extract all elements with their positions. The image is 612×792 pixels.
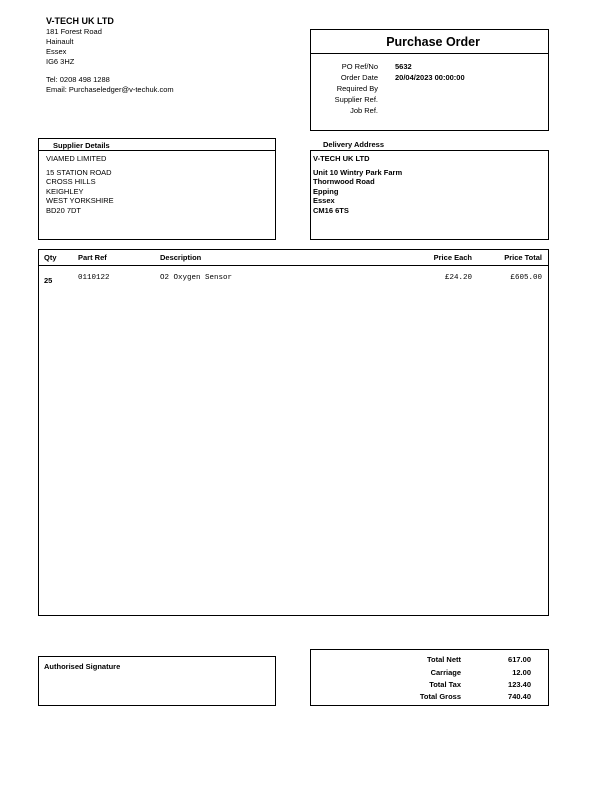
carriage-value: 12.00 (512, 668, 531, 677)
company-tel: Tel: 0208 498 1288 (46, 75, 110, 84)
delivery-box (310, 150, 549, 240)
required-by-value (395, 83, 465, 94)
total-nett-label: Total Nett (426, 655, 461, 664)
supplier-box (38, 150, 276, 240)
supplier-ref-value (395, 94, 465, 105)
carriage-label: Carriage (430, 668, 461, 677)
company-name: V-TECH UK LTD (46, 16, 114, 26)
po-label: PO Ref/No (341, 62, 378, 71)
po-label: Job Ref. (350, 106, 378, 115)
total-tax-value: 123.40 (508, 680, 531, 689)
signature-label: Authorised Signature (44, 662, 121, 671)
row-description: O2 Oxygen Sensor (160, 274, 233, 282)
po-values (395, 61, 465, 116)
po-title-bar (311, 30, 548, 54)
total-gross-label: Total Gross (419, 692, 461, 701)
table-header (39, 250, 548, 266)
supplier-name: VIAMED LIMITED (46, 154, 107, 163)
po-labels (308, 61, 378, 116)
description-header: Description (160, 253, 202, 262)
supplier-address-line: KEIGHLEY (46, 186, 84, 196)
total-tax-label: Total Tax (429, 680, 461, 689)
qty-header: Qty (44, 253, 57, 262)
delivery-address-line: Unit 10 Wintry Park Farm (313, 167, 403, 177)
total-nett-value: 617.00 (508, 655, 531, 664)
delivery-address-line: Thornwood Road (313, 177, 375, 186)
job-ref-value (395, 105, 465, 116)
table-row (39, 274, 548, 286)
signature-box (38, 656, 276, 706)
row-qty: 25 (44, 276, 53, 285)
company-email: Email: Purchaseledger@v-techuk.com (46, 85, 174, 94)
po-label: Supplier Ref. (334, 95, 378, 104)
delivery-address-line: CM16 6TS (313, 205, 349, 215)
supplier-address-line: WEST YORKSHIRE (46, 196, 114, 205)
row-part-ref: 0110122 (78, 274, 110, 282)
items-table (38, 249, 549, 616)
company-address-line: Hainault (46, 37, 74, 46)
delivery-address-line: Essex (313, 196, 335, 205)
po-label: Required By (336, 84, 378, 93)
total-gross-value: 740.40 (508, 692, 531, 701)
totals-box (310, 649, 549, 706)
part-ref-header: Part Ref (78, 253, 107, 262)
company-address-line: IG6 3HZ (46, 57, 75, 66)
row-price-each: £24.20 (444, 274, 472, 282)
order-date-value: 20/04/2023 00:00:00 (395, 73, 465, 82)
supplier-address-line: 15 STATION ROAD (46, 167, 112, 177)
company-block (46, 16, 174, 95)
po-label: Order Date (340, 73, 378, 82)
company-address-line: Essex (46, 47, 67, 56)
company-address-line: 181 Forest Road (46, 27, 102, 36)
po-title: Purchase Order (386, 35, 480, 49)
po-box (310, 29, 549, 131)
delivery-address-line: Epping (313, 186, 339, 196)
supplier-address-line: BD20 7DT (46, 205, 82, 215)
supplier-address-line: CROSS HILLS (46, 177, 96, 186)
supplier-heading: Supplier Details (53, 141, 110, 150)
delivery-heading: Delivery Address (323, 140, 385, 149)
delivery-name: V-TECH UK LTD (313, 154, 370, 163)
price-total-header: Price Total (504, 253, 542, 262)
price-each-header: Price Each (433, 253, 472, 262)
row-price-total: £605.00 (510, 274, 542, 282)
po-ref-value: 5632 (395, 62, 412, 71)
